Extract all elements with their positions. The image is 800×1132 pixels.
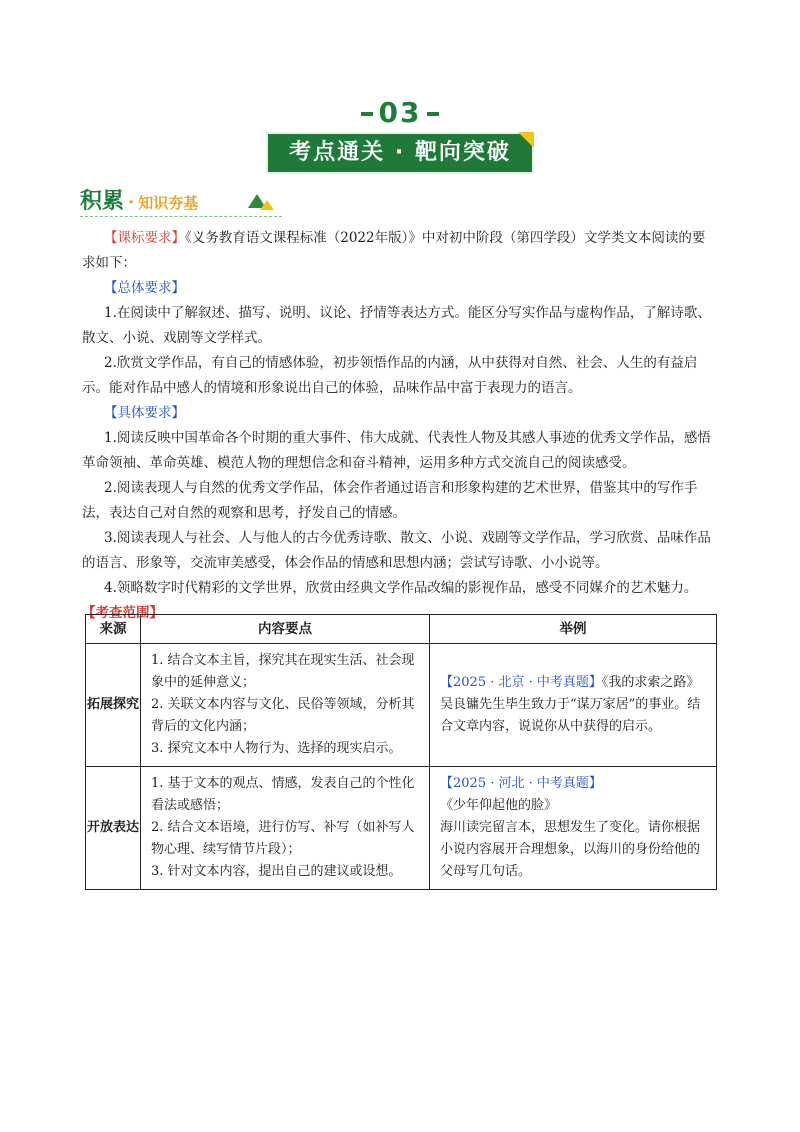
table-header-row <box>86 615 717 644</box>
point-item: 3. 探究文本中人物行为、选择的现实启示。 <box>151 741 402 756</box>
specific-tag: 【具体要求】 <box>104 405 185 421</box>
point-item: 1. 结合文本主旨，探究其在现实生活、社会现象中的延伸意义； <box>151 653 415 690</box>
example-heading <box>440 773 708 817</box>
table-row <box>86 767 717 890</box>
point-item: 2. 结合文本语境，进行仿写、补写（如补写人物心理、续写情节片段）； <box>151 820 415 857</box>
header-points: 内容要点 <box>141 615 430 644</box>
specific-item: 1.阅读反映中国革命各个时期的重大事件、伟大成就、代表性人物及其感人事迹的优秀文学作品，感悟革命领袖、革命英雄、模范人物的理想信念和奋斗精神，运用多种方式交流自己的阅读感受。 <box>82 430 711 471</box>
curriculum-tag: 【课标要求】 <box>104 230 185 246</box>
curriculum-paragraph <box>82 226 718 276</box>
scope-table <box>85 614 717 890</box>
example-cell <box>430 644 717 767</box>
example-title: 《我的求索之路》 <box>601 675 700 690</box>
dash-right <box>427 112 439 116</box>
general-item: 1.在阅读中了解叙述、描写、说明、议论、抒情等表达方式。能区分写实作品与虚构作品，了解诗歌、散文、小说、戏剧等文学样式。 <box>82 305 711 346</box>
page-number: 03 <box>0 96 800 129</box>
section-title-sub: 知识夯基 <box>138 194 199 212</box>
point-item: 3. 针对文本内容，提出自己的建议或设想。 <box>151 864 402 879</box>
scope-title: 【考查范围】 <box>82 605 163 621</box>
section-title-dot: · <box>128 192 135 213</box>
point-item: 1. 基于文本的观点、情感，发表自己的个性化看法或感悟； <box>151 776 415 813</box>
general-item: 2.欣赏文学作品，有自己的情感体验，初步领悟作品的内涵，从中获得对自然、社会、人生的有益启示。能对作品中感人的情境和形象说出自己的体验，品味作品中富于表现力的语言。 <box>82 355 698 396</box>
source-cell: 开放表达 <box>86 767 141 890</box>
points-cell <box>141 767 430 890</box>
banner-corner-decoration <box>518 132 534 148</box>
example-tag: 【2025 · 北京 · 中考真题】 <box>440 675 602 690</box>
example-cell <box>430 767 717 890</box>
specific-item: 4.领略数字时代精彩的文学世界，欣赏由经典文学作品改编的影视作品，感受不同媒介的艺术魅力。 <box>104 580 698 596</box>
section-heading <box>80 184 290 220</box>
general-tag: 【总体要求】 <box>104 280 185 296</box>
header-source: 来源 <box>86 615 141 644</box>
specific-item: 3.阅读表现人与社会、人与他人的古今优秀诗歌、散文、小说、戏剧等文学作品，学习欣赏、品味作品的语言、形象等，交流审美感受，体会作品的情感和思想内涵；尝试写诗歌、小小说等。 <box>82 530 711 571</box>
mountain-small-icon <box>260 200 274 210</box>
source-cell: 拓展探究 <box>86 644 141 767</box>
example-title: 《少年仰起他的脸》 <box>440 798 558 813</box>
points-cell <box>141 644 430 767</box>
dash-left <box>361 112 373 116</box>
example-tag: 【2025 · 河北 · 中考真题】 <box>440 776 602 791</box>
example-text: 吴良镛先生毕生致力于“谋万家居”的事业。结合文章内容，说说你从中获得的启示。 <box>440 697 701 734</box>
example-heading <box>440 672 708 694</box>
example-text: 海川读完留言本，思想发生了变化。请你根据小说内容展开合理想象，以海川的身份给他的父母写几句话。 <box>440 820 701 879</box>
section-divider <box>80 216 282 217</box>
header-example: 举例 <box>430 615 717 644</box>
curriculum-text: 《义务教育语文课程标准（2022年版）》中对初中阶段（第四学段）文学类文本阅读的要求如下： <box>82 230 706 271</box>
table-row <box>86 644 717 767</box>
section-title-main: 积累 <box>80 189 125 214</box>
requirements-content <box>82 226 718 626</box>
section-banner: 考点通关 · 靶向突破 <box>266 132 534 174</box>
point-item: 2. 关联文本内容与文化、民俗等领域，分析其背后的文化内涵； <box>151 697 415 734</box>
specific-item: 2.阅读表现人与自然的优秀文学作品，体会作者通过语言和形象构建的艺术世界，借鉴其中的写作手法，表达自己对自然的观察和思考，抒发自己的情感。 <box>82 480 698 521</box>
